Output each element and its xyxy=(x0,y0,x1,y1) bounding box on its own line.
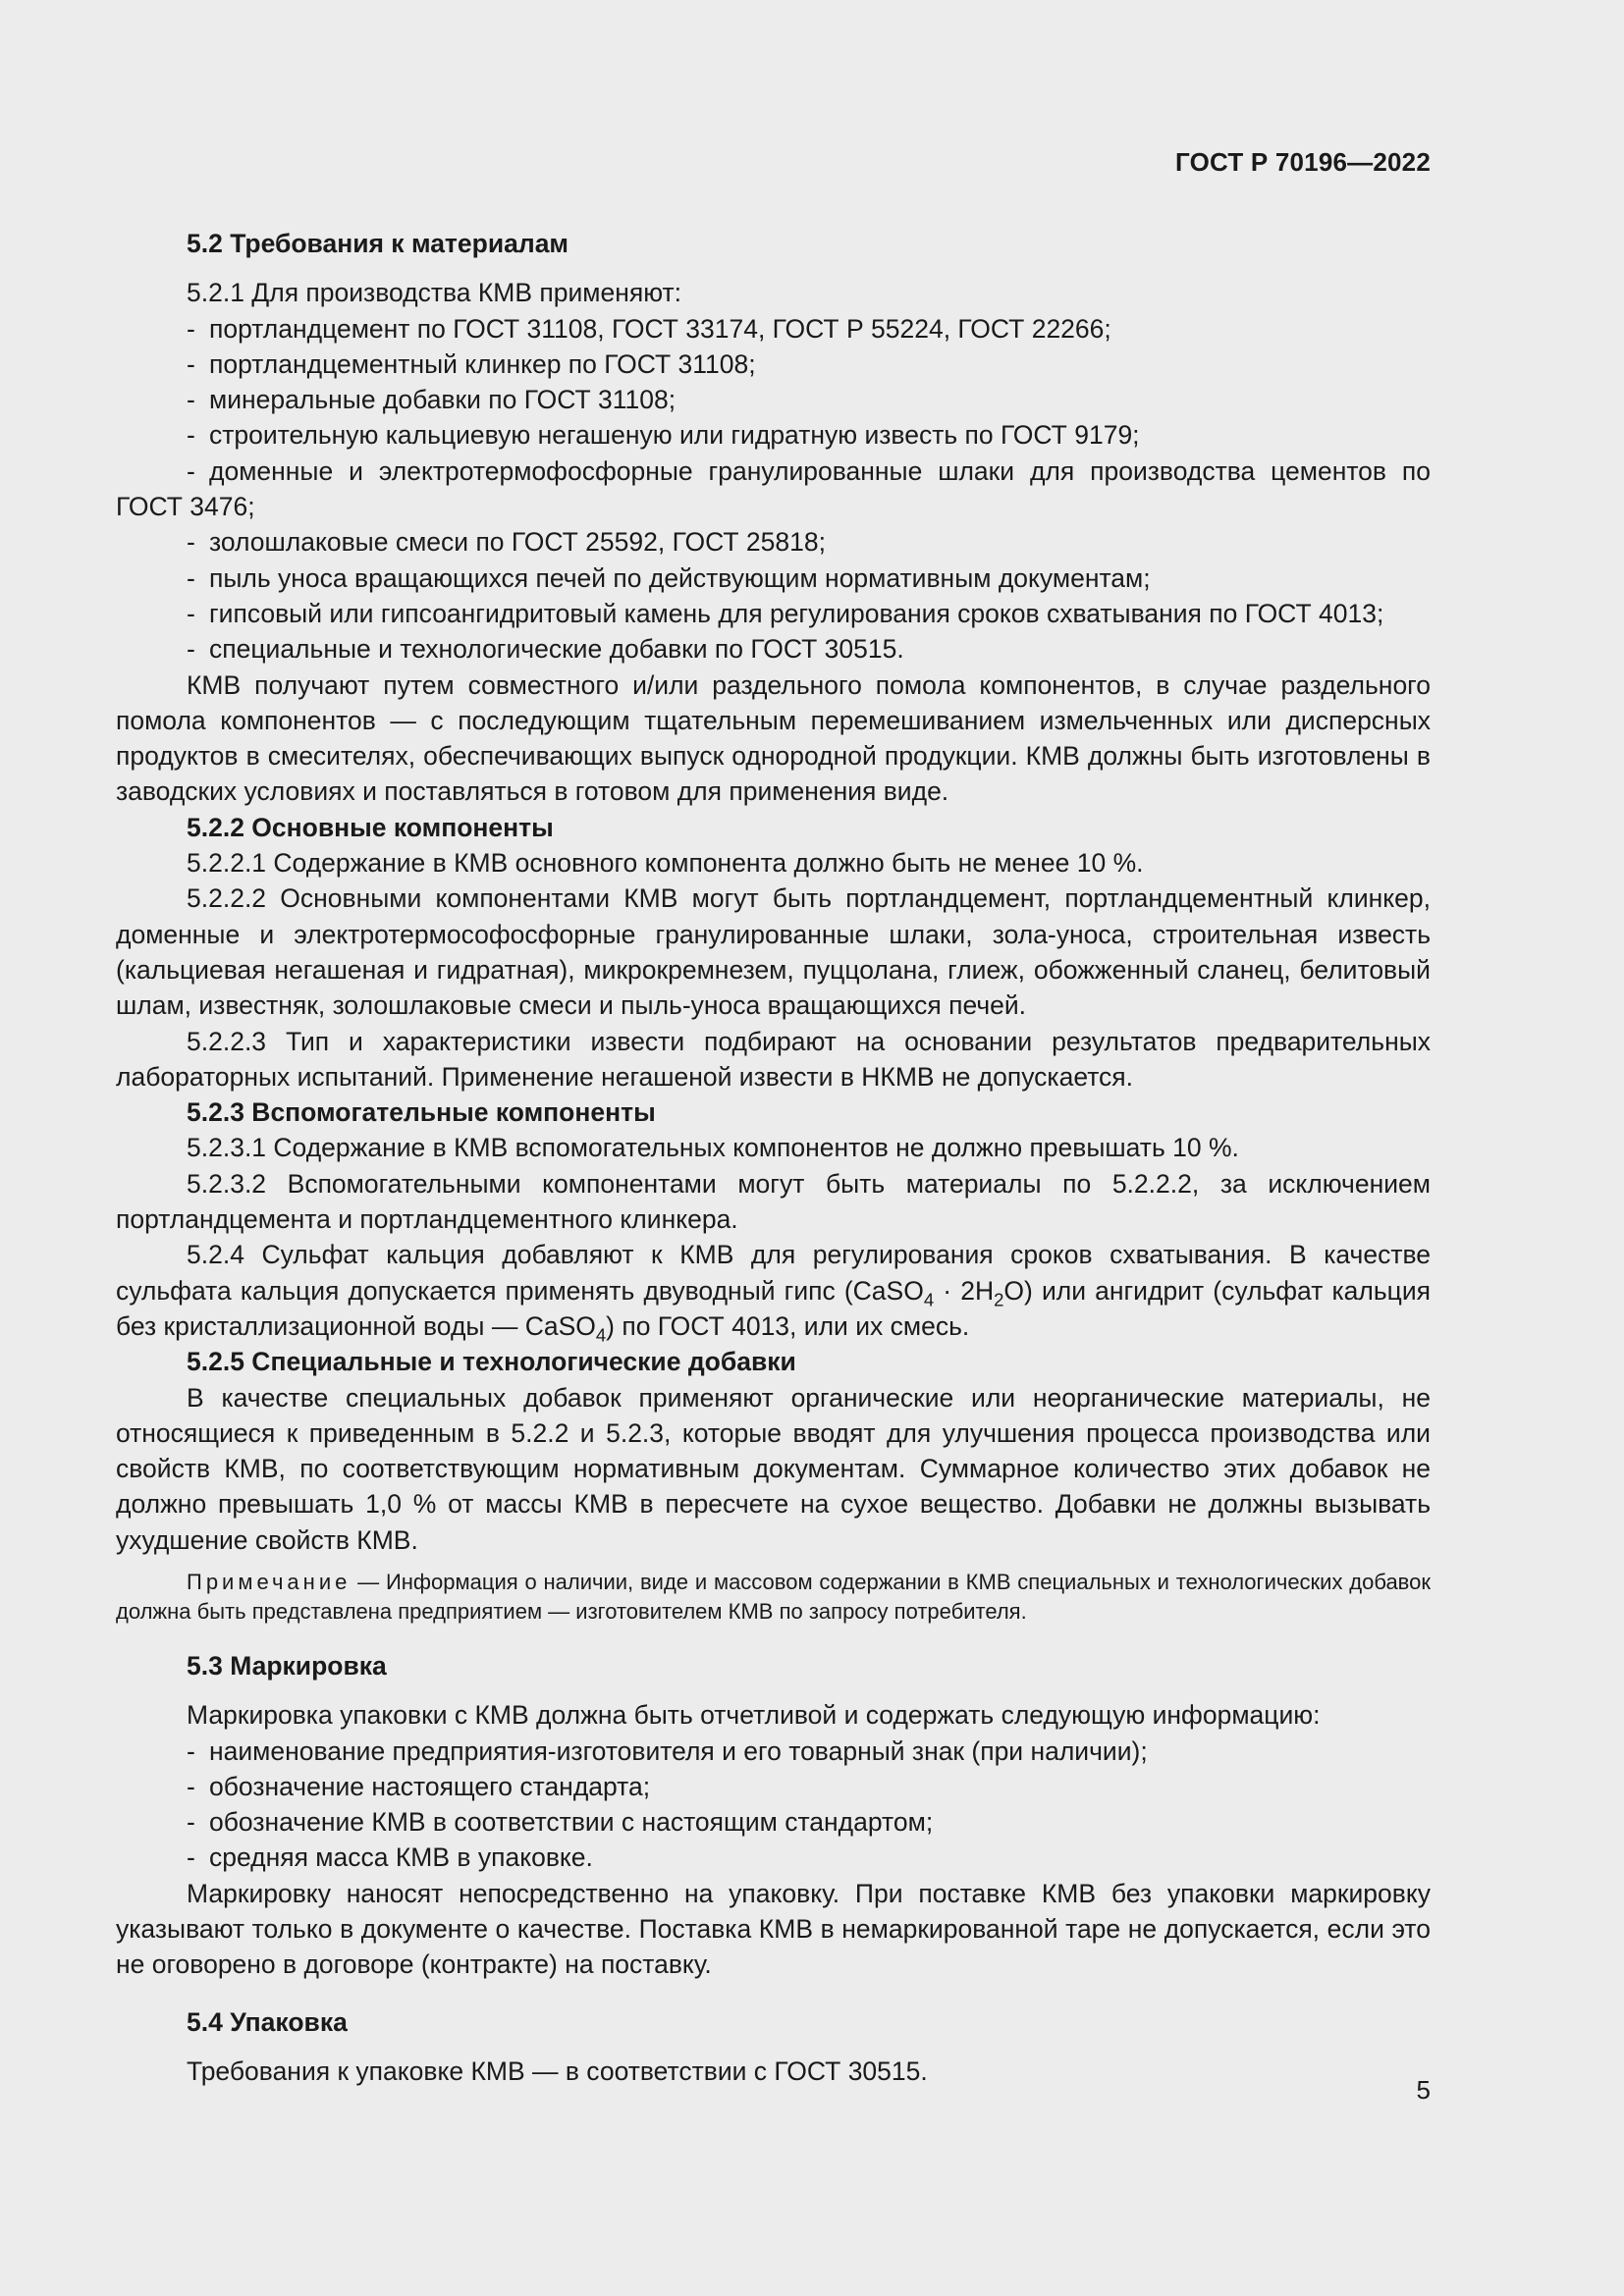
list-item: - пыль уноса вращающихся печей по действующим нормативным документам; xyxy=(116,561,1431,596)
paragraph-5-2-4: 5.2.4 Сульфат кальция добавляют к КМВ для регулирования сроков схватывания. В качестве сульфата кальция допускается применять двуводный гипс (CaSO$_4$ · $2H_2O$) или ангидрит (сульфат кальция без кристаллизационной воды — CaSO$_4$) по ГОСТ 4013, или их смесь. xyxy=(116,1240,1431,1346)
list-item: - специальные и технологические добавки по ГОСТ 30515. xyxy=(116,631,1431,667)
list-dash: - xyxy=(187,598,195,628)
list-item: - наименование предприятия-изготовителя и его товарный знак (при наличии); xyxy=(116,1734,1431,1769)
list-item: - средняя масса КМВ в упаковке. xyxy=(116,1840,1431,1875)
list-dash: - xyxy=(187,420,195,451)
paragraph-5-2-2-2: 5.2.2.2 Основными компонентами КМВ могут быть портландцемент, портландцементный клинкер, доменные и электротермософосфорные гранулированные шлаки, зола-уноса, строительная известь (кальциевая негашеная и гидратная), микрокремнезем, пуццолана, глиеж, обожженный сланец, белитовый шлам, известняк, золошлаковые смеси и пыль-уноса вращающихся печей. xyxy=(116,883,1431,1021)
paragraph-marking: Маркировку наносят непосредственно на упаковку. При поставке КМВ без упаковки маркировку указывают только в документе о качестве. Поставка КМВ в немаркированной таре не допускается, если это не оговорено в договоре (контракте) на поставку. xyxy=(116,1878,1431,1980)
list-item: - портландцементный клинкер по ГОСТ 31108; xyxy=(116,347,1431,382)
paragraph-5-2-3-2: 5.2.3.2 Вспомогательными компонентами могут быть материалы по 5.2.2.2, за исключением портландцемента и портландцементного клинкера. xyxy=(116,1168,1431,1235)
document-header: ГОСТ Р 70196—2022 xyxy=(1175,147,1431,177)
paragraph-5-2-2-3: 5.2.2.3 Тип и характеристики извести подбирают на основании результатов предварительных лабораторных испытаний. Применение негашеной извести в НКМВ не допускается. xyxy=(116,1026,1431,1092)
subsection-title-5-2-5: 5.2.5 Специальные и технологические добавки xyxy=(187,1347,796,1377)
paragraph-marking-intro: Маркировка упаковки с КМВ должна быть отчетливой и содержать следующую информацию: xyxy=(187,1700,1321,1731)
note-text: — Информация о наличии, виде и массовом содержании в КМВ специальных и технологических добавок должна быть представлена предприятием — изготовителем КМВ по запросу потребителя. xyxy=(116,1569,1431,1624)
list-item: - портландцемент по ГОСТ 31108, ГОСТ 33174, ГОСТ Р 55224, ГОСТ 22266; xyxy=(116,311,1431,347)
section-title-5-3: 5.3 Маркировка xyxy=(187,1650,387,1681)
page-number: 5 xyxy=(1416,2075,1431,2105)
list-item: - обозначение КМВ в соответствии с настоящим стандартом; xyxy=(116,1804,1431,1840)
list-dash: - xyxy=(187,313,195,344)
list-item: - обозначение настоящего стандарта; xyxy=(116,1769,1431,1804)
subsection-title-5-2-3: 5.2.3 Вспомогательные компоненты xyxy=(187,1097,656,1128)
paragraph-5-2-1: 5.2.1 Для производства КМВ применяют: xyxy=(187,278,682,308)
document-body xyxy=(116,226,1431,2089)
paragraph-5-2-5: В качестве специальных добавок применяют органические или неорганические материалы, не относящиеся к приведенным в 5.2.2 и 5.2.3, которые вводят для улучшения процесса производства или свойств КМВ, по соответствующим нормативным документам. Суммарное количество этих добавок не должно превышать 1,0 % от массы КМВ в пересчете на сухое вещество. Добавки не должны вызывать ухудшение свойств КМВ. xyxy=(116,1382,1431,1555)
list-dash: - xyxy=(187,385,195,415)
note-label: Примечание xyxy=(187,1569,352,1594)
list-item: - строительную кальциевую негашеную или гидратную известь по ГОСТ 9179; xyxy=(116,417,1431,453)
list-item: - золошлаковые смеси по ГОСТ 25592, ГОСТ 25818; xyxy=(116,524,1431,560)
paragraph-5-2-2-1: 5.2.2.1 Содержание в КМВ основного компонента должно быть не менее 10 %. xyxy=(187,848,1144,879)
section-title-5-2: 5.2 Требования к материалам xyxy=(187,229,569,258)
list-dash: - xyxy=(187,455,195,486)
list-dash: - xyxy=(187,562,195,593)
list-dash: - xyxy=(187,1807,195,1838)
list-item: - минеральные добавки по ГОСТ 31108; xyxy=(116,382,1431,417)
paragraph-packaging: Требования к упаковке КМВ — в соответствии с ГОСТ 30515. xyxy=(187,2056,928,2086)
list-dash: - xyxy=(187,1842,195,1873)
list-dash: - xyxy=(187,348,195,379)
paragraph-5-2-3-1: 5.2.3.1 Содержание в КМВ вспомогательных компонентов не должно превышать 10 %. xyxy=(187,1133,1239,1163)
list-dash: - xyxy=(187,527,195,558)
list-dash: - xyxy=(187,1735,195,1766)
subsection-title-5-2-2: 5.2.2 Основные компоненты xyxy=(187,812,554,842)
section-title-5-4: 5.4 Упаковка xyxy=(187,2006,348,2037)
list-dash: - xyxy=(187,1771,195,1801)
list-item: - доменные и электротермофосфорные гранулированные шлаки для производства цементов по ГОСТ 3476; xyxy=(116,454,1431,525)
paragraph-kmv-production: КМВ получают путем совместного и/или раздельного помола компонентов, в случае раздельного помола компонентов — с последующим тщательным перемешиванием измельченных или дисперсных продуктов в смесителях, обеспечивающих выпуск однородной продукции. КМВ должны быть изготовлены в заводских условиях и поставляться в готовом для применения виде. xyxy=(116,669,1431,807)
list-item: - гипсовый или гипсоангидритовый камень для регулирования сроков схватывания по ГОСТ 4013; xyxy=(116,596,1431,631)
list-dash: - xyxy=(187,634,195,665)
note xyxy=(116,1568,1431,1627)
